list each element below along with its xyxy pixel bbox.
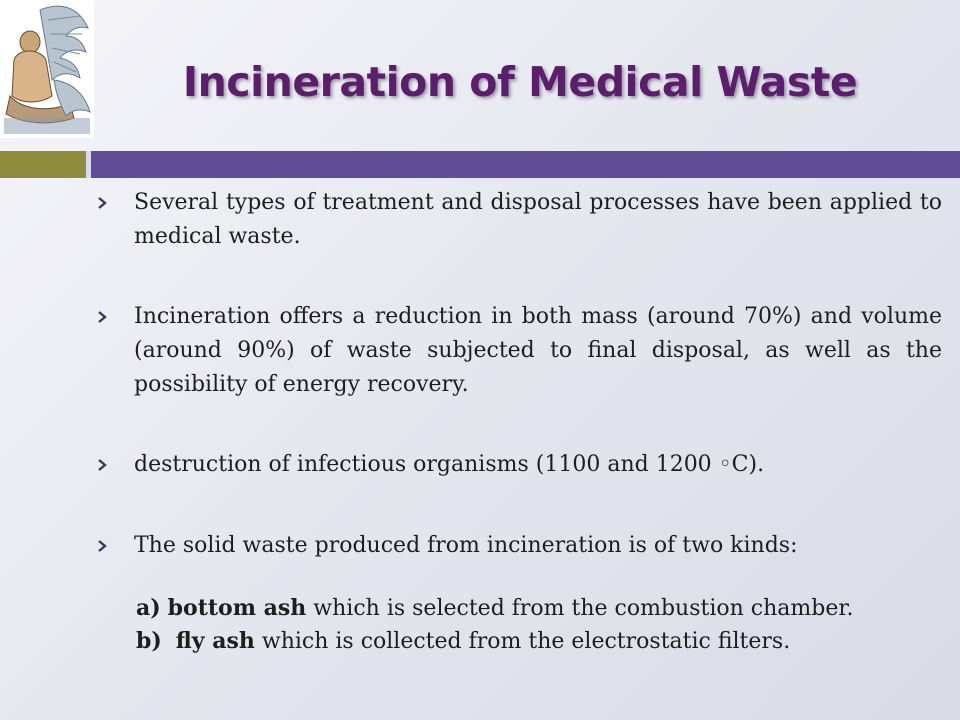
bullet-text: Incineration offers a reduction in both mass (around 70%) and volume (around 90%) of waste subjected to final disposal, as well as the possibility of energy recovery. <box>134 304 942 397</box>
slide-title: Incineration of Medical Waste <box>182 58 858 106</box>
bullet-text: Several types of treatment and disposal processes have been applied to medical waste. <box>134 190 942 249</box>
sub-item-term: fly ash <box>175 628 255 654</box>
bullet-text: destruction of infectious organisms (1100 and 1200 ◦C). <box>134 452 765 477</box>
bullet-item <box>97 448 942 482</box>
chevron-right-icon <box>97 186 109 220</box>
bullet-text: The solid waste produced from incineration is of two kinds: <box>134 533 798 558</box>
sub-item-text: which is collected from the electrostatic filters. <box>254 629 791 654</box>
sub-item-marker: b) <box>136 628 162 654</box>
bullet-item <box>97 529 942 563</box>
sub-item <box>136 592 853 625</box>
divider-bar-left <box>0 151 86 178</box>
sub-item-term: bottom ash <box>167 595 307 621</box>
bullet-item <box>97 300 942 402</box>
chevron-right-icon <box>97 300 109 334</box>
bullet-item <box>97 186 942 254</box>
chevron-right-icon <box>97 529 109 563</box>
sub-item <box>136 625 790 658</box>
divider-bar-right <box>91 151 960 178</box>
chevron-right-icon <box>97 448 109 482</box>
sub-item-marker: a) <box>136 595 161 621</box>
university-logo <box>0 0 94 138</box>
sub-item-text: which is selected from the combustion chamber. <box>306 596 854 621</box>
